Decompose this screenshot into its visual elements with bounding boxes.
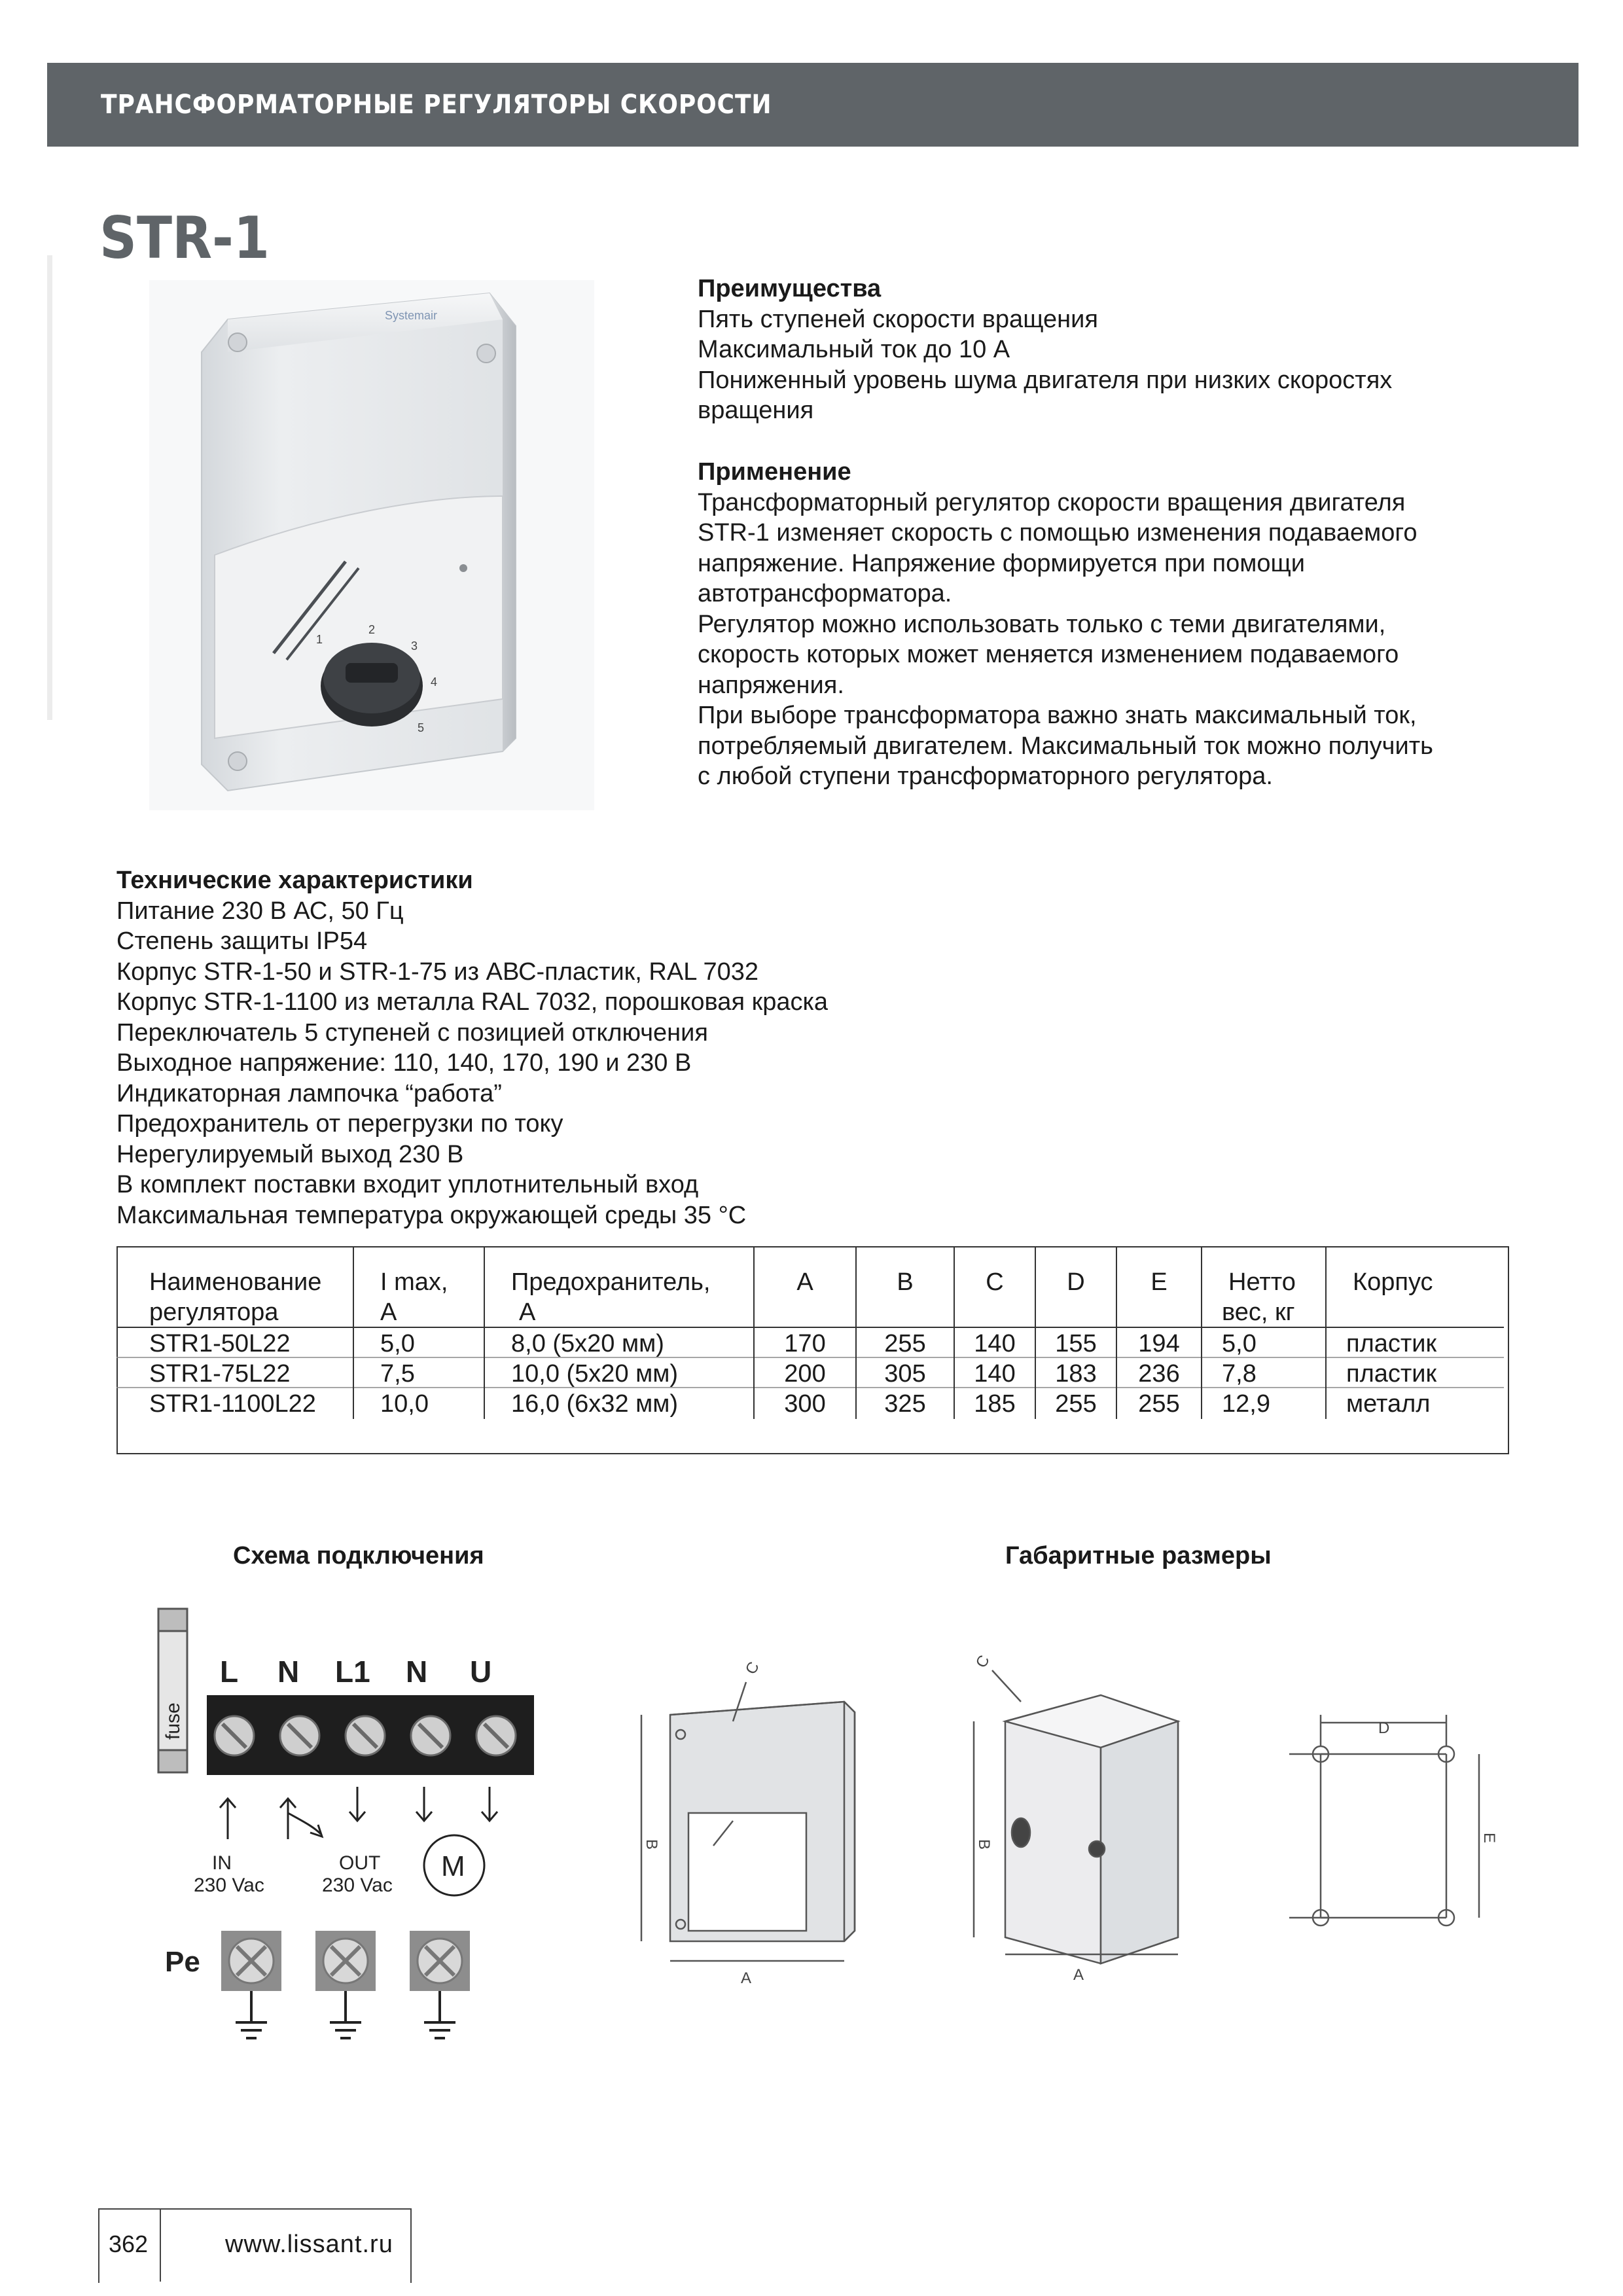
- spec-line: Питание 230 В АС, 50 Гц: [116, 897, 404, 925]
- application-line: напряжение. Напряжение формируется при помощи: [698, 549, 1305, 577]
- application-line: Регулятор можно использовать только с теми двигателями,: [698, 610, 1386, 638]
- dim-label-b-iso: B: [975, 1839, 993, 1850]
- specs-heading: Технические характеристики: [116, 867, 473, 894]
- terminal-label: N: [406, 1655, 428, 1689]
- th-name: Наименование регулятора: [149, 1268, 322, 1326]
- spec-line: Предохранитель от перегрузки по току: [116, 1110, 563, 1138]
- product-photo: [149, 280, 594, 810]
- ground-terminals: [221, 1931, 470, 2038]
- th-c: C: [954, 1246, 1035, 1329]
- terminal-label: N: [277, 1655, 300, 1689]
- benefits-line: вращения: [698, 397, 814, 424]
- th-a: A: [754, 1246, 856, 1329]
- benefits-line: Максимальный ток до 10 А: [698, 336, 1010, 363]
- out-label: OUT: [339, 1852, 381, 1874]
- dial-label-3: 3: [411, 639, 418, 653]
- th-d: D: [1035, 1246, 1116, 1329]
- spec-line: Нерегулируемый выход 230 В: [116, 1140, 464, 1168]
- th-body: Корпус: [1326, 1246, 1509, 1329]
- application-line: напряжения.: [698, 671, 844, 699]
- dial-label-5: 5: [418, 721, 425, 734]
- specs-block: [116, 865, 828, 1230]
- in-voltage: 230 Vac: [194, 1874, 264, 1896]
- wiring-diagram: [149, 1597, 555, 2055]
- spec-line: Переключатель 5 ступеней с позицией отключения: [116, 1018, 708, 1047]
- application-line: Трансформаторный регулятор скорости вращения двигателя: [698, 488, 1406, 516]
- site-url-link[interactable]: www.lissant.ru: [225, 2231, 393, 2258]
- spec-line: Степень защиты IP54: [116, 927, 368, 955]
- dim-label-c: C: [741, 1659, 763, 1677]
- th-e: E: [1116, 1246, 1202, 1329]
- th-imax: I max, A: [353, 1246, 484, 1329]
- application-heading: Применение: [698, 458, 851, 486]
- model-title: STR-1: [99, 204, 270, 272]
- dim-label-c-iso: C: [972, 1652, 993, 1671]
- spec-line: Максимальная температура окружающей среды 35 °С: [116, 1201, 747, 1229]
- application-line: При выборе трансформатора важно знать максимальный ток,: [698, 702, 1417, 729]
- table-row: STR1-75L22 7,5 10,0 (5x20 мм) 200 305 140 183 236 7,8 пластик: [116, 1359, 1509, 1389]
- dim-label-a-iso: A: [1073, 1966, 1084, 1984]
- application-line: автотрансформатора.: [698, 580, 952, 607]
- benefits-block: [698, 274, 1392, 426]
- side-rule: [47, 255, 52, 720]
- application-line: STR-1 изменяет скорость с помощью изменения подаваемого: [698, 519, 1418, 547]
- spec-line: Индикаторная лампочка “работа”: [116, 1079, 502, 1107]
- dial-label-2: 2: [368, 623, 376, 636]
- spec-line: В комплект поставки входит уплотнительный вход: [116, 1171, 699, 1198]
- benefits-heading: Преимущества: [698, 275, 882, 302]
- benefits-line: Пять ступеней скорости вращения: [698, 305, 1098, 333]
- out-voltage: 230 Vac: [322, 1874, 393, 1896]
- wiring-title: Схема подключения: [233, 1542, 484, 1570]
- spec-line: Корпус STR-1-50 и STR-1-75 из АВС-пластик, RAL 7032: [116, 958, 759, 986]
- th-fuse: Предохранитель, A: [484, 1246, 754, 1329]
- dial-label-1: 1: [316, 633, 323, 646]
- motor-label: M: [441, 1850, 465, 1882]
- svg-text:Systemair: Systemair: [385, 309, 438, 322]
- header-title: ТРАНСФОРМАТОРНЫЕ РЕГУЛЯТОРЫ СКОРОСТИ: [101, 90, 772, 120]
- table-header-row: [116, 1246, 1509, 1329]
- application-block: [698, 457, 1433, 792]
- dial-label-4: 4: [431, 675, 438, 689]
- dimension-drawings: [628, 1649, 1505, 1990]
- dim-label-a: A: [741, 1969, 752, 1987]
- table-row: STR1-50L22 5,0 8,0 (5x20 мм) 170 255 140 155 194 5,0 пластик: [116, 1329, 1509, 1359]
- dim-label-b: B: [643, 1839, 660, 1850]
- application-line: скорость которых может меняется изменением подаваемого: [698, 641, 1399, 668]
- th-weight: Нетто вес, кг: [1202, 1246, 1326, 1329]
- table-row: STR1-1100L22 10,0 16,0 (6x32 мм) 300 325 185 255 255 12,9 металл: [116, 1389, 1509, 1419]
- spec-table: [116, 1246, 1509, 1454]
- dimensions-title: Габаритные размеры: [1005, 1542, 1272, 1570]
- header-bar: [47, 63, 1578, 147]
- dim-label-e: E: [1480, 1833, 1498, 1844]
- footer-divider: [160, 2208, 161, 2282]
- application-line: с любой ступени трансформаторного регулятора.: [698, 762, 1273, 790]
- terminal-label: L: [220, 1655, 239, 1689]
- terminal-label: L1: [335, 1655, 370, 1689]
- dim-label-d: D: [1378, 1719, 1390, 1737]
- page-number: 362: [109, 2231, 149, 2257]
- in-label: IN: [212, 1852, 232, 1874]
- benefits-line: Пониженный уровень шума двигателя при низких скоростях: [698, 366, 1393, 394]
- application-line: потребляемый двигателем. Максимальный ток можно получить: [698, 732, 1433, 760]
- fuse-label: fuse: [162, 1702, 184, 1740]
- pe-label: Pe: [165, 1946, 200, 1978]
- spec-line: Корпус STR-1-1100 из металла RAL 7032, порошковая краска: [116, 988, 829, 1016]
- spec-line: Выходное напряжение: 110, 140, 170, 190 и 230 В: [116, 1049, 692, 1077]
- th-b: B: [856, 1246, 954, 1329]
- terminal-label: U: [470, 1655, 492, 1689]
